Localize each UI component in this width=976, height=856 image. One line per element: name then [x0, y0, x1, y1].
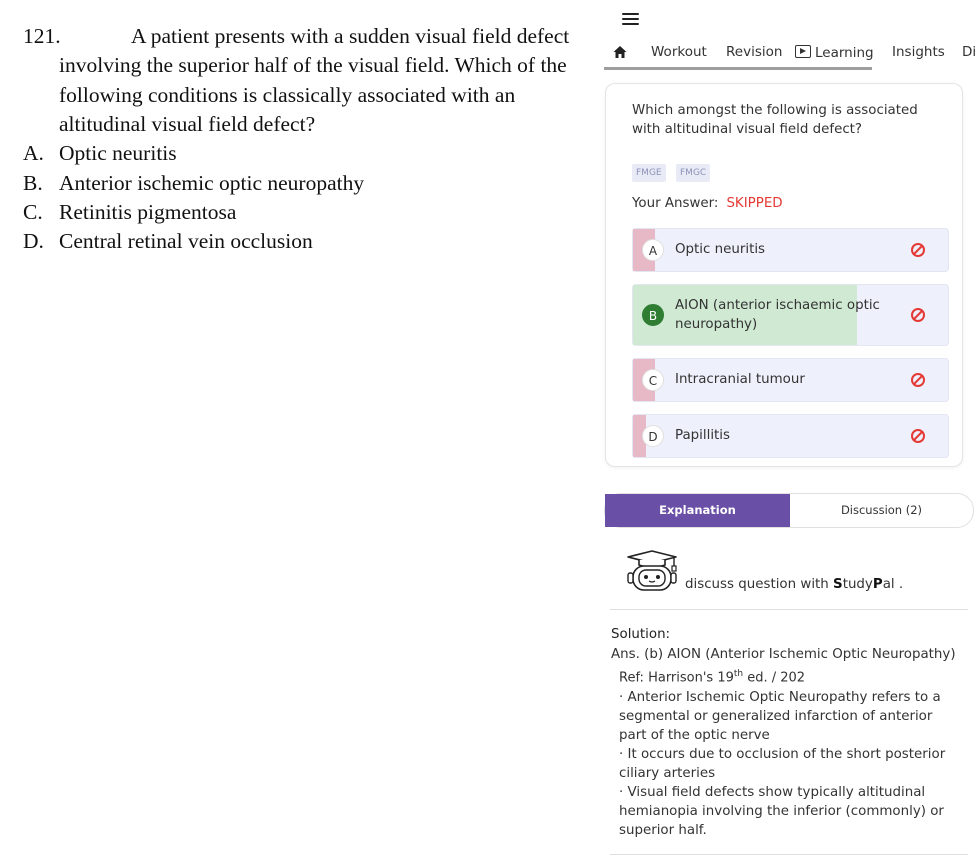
tab-more[interactable]: Di [962, 44, 976, 60]
block-icon [911, 243, 925, 257]
card-question: Which amongst the following is associated with altitudinal visual field defect? [632, 103, 918, 137]
solution-reference [619, 669, 805, 685]
divider [610, 609, 968, 610]
question-line-3: following conditions is classically associated with an [59, 83, 516, 107]
option-b-circle: B [642, 304, 664, 326]
solution-bullet-2: · It occurs due to occlusion of the short posterior ciliary arteries [619, 747, 946, 781]
option-a-letter: A. [23, 141, 44, 165]
option-d-text: Central retinal vein occlusion [59, 229, 313, 253]
tag-fmgc: FMGC [676, 164, 710, 182]
option-c-letter: C. [23, 200, 43, 224]
divider [610, 854, 968, 855]
your-answer-value: SKIPPED [726, 196, 783, 211]
studypal-p: P [872, 577, 883, 592]
option-d-label: Papillitis [675, 428, 731, 443]
ref-sup: th [733, 669, 744, 679]
explanation-discussion-toggle [604, 493, 974, 528]
tab-workout[interactable]: Workout [651, 44, 707, 60]
answer-option-a[interactable] [632, 228, 949, 272]
solution-bullet-3: · Visual field defects show typically altitudinal hemianopia involving the inferior (commonly) or superior half. [619, 785, 944, 838]
tab-discussion[interactable]: Discussion (2) [840, 503, 923, 517]
solution-title: Solution: [611, 627, 671, 642]
answer-option-b[interactable] [632, 284, 949, 346]
hamburger-icon[interactable] [621, 10, 641, 28]
block-icon [911, 429, 925, 443]
tab-insights[interactable]: Insights [892, 44, 945, 60]
question-line-2: involving the superior half of the visual field. Which of the [59, 53, 567, 77]
option-c-circle: C [642, 369, 664, 391]
studypal-tudy: tudy [842, 577, 873, 592]
ref-prefix: Ref: Harrison's 19 [619, 670, 734, 686]
option-d-letter: D. [23, 229, 44, 253]
play-screen-icon [795, 45, 811, 58]
tab-learning[interactable] [795, 44, 874, 61]
studypal-s: S [833, 577, 843, 592]
question-line-4: altitudinal visual field defect? [59, 112, 316, 136]
solution-bullet-1: · Anterior Ischemic Optic Neuropathy refers to a segmental or generalized infarction of anterior part of the optic nerve [619, 690, 941, 743]
option-a-label: Optic neuritis [675, 242, 766, 257]
question-card [605, 83, 963, 467]
studypal-prefix: discuss question with [685, 577, 834, 592]
option-b-text: Anterior ischemic optic neuropathy [59, 171, 365, 195]
question-number: 121. [23, 24, 61, 48]
option-b-label: AION (anterior ischaemic optic neuropathy) [675, 298, 880, 332]
ref-suffix: ed. / 202 [743, 670, 806, 686]
block-icon [911, 373, 925, 387]
your-answer-label: Your Answer: [632, 196, 719, 211]
solution-answer: Ans. (b) AION (Anterior Ischemic Optic Neuropathy) [611, 647, 956, 662]
top-nav [604, 37, 974, 71]
question-line-1: A patient presents with a sudden visual field defect [131, 24, 570, 48]
app-panel [604, 0, 974, 856]
option-c-label: Intracranial tumour [675, 372, 805, 387]
answer-option-c[interactable] [632, 358, 949, 402]
tab-explanation[interactable]: Explanation [605, 494, 790, 527]
option-a-circle: A [642, 239, 664, 261]
home-icon[interactable] [612, 44, 628, 60]
option-b-letter: B. [23, 171, 43, 195]
studypal-robot-icon[interactable] [624, 548, 680, 594]
nav-underline [604, 67, 872, 70]
studypal-al: al . [882, 577, 904, 592]
option-a-text: Optic neuritis [59, 141, 177, 165]
tab-revision[interactable]: Revision [726, 44, 783, 60]
answer-option-d[interactable] [632, 414, 949, 458]
tab-learning-label: Learning [815, 45, 874, 61]
studypal-link[interactable] [685, 577, 903, 592]
option-c-text: Retinitis pigmentosa [59, 200, 237, 224]
option-d-circle: D [642, 425, 664, 447]
block-icon [911, 308, 925, 322]
tag-fmge: FMGE [632, 164, 666, 182]
your-answer-row [632, 196, 783, 211]
